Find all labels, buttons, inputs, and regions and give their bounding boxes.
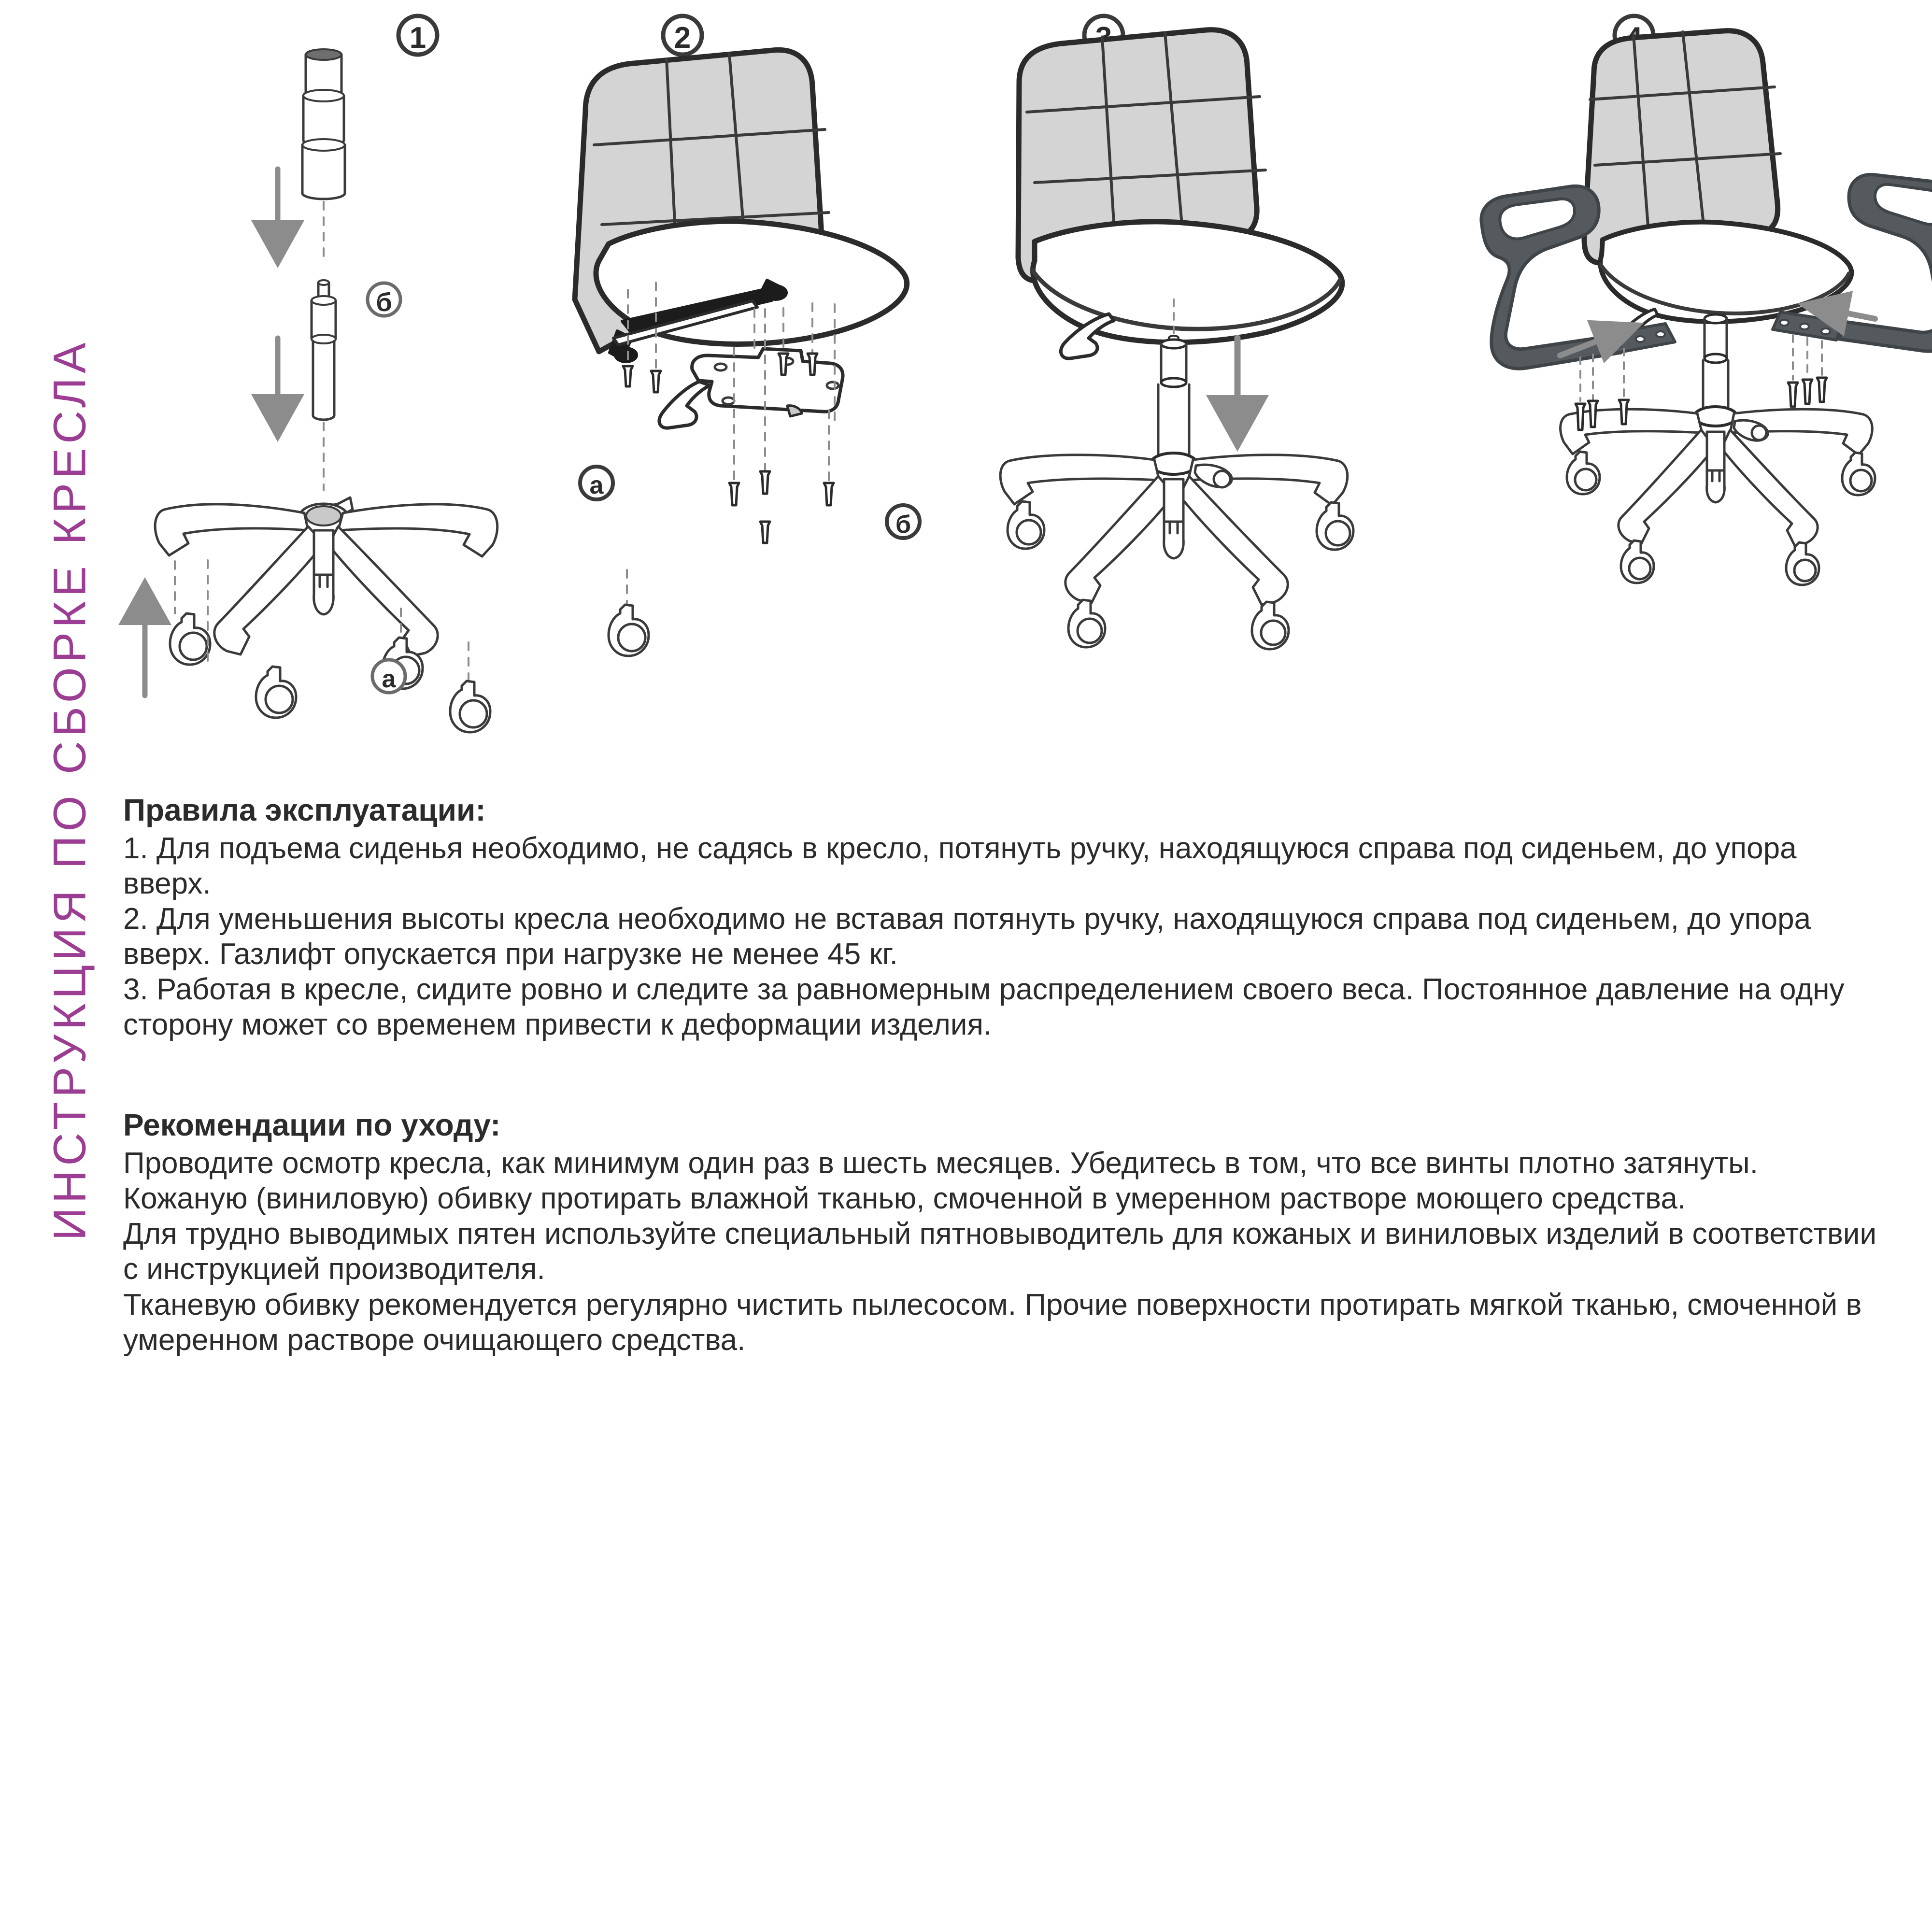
telescopic-cover-part bbox=[302, 49, 345, 199]
instructions-content bbox=[123, 792, 1910, 1387]
svg-text:а: а bbox=[382, 665, 396, 693]
gas-lift-part bbox=[312, 280, 336, 420]
section-spacer bbox=[123, 1071, 1910, 1107]
caster-5 bbox=[609, 605, 649, 656]
chair-base-part-3 bbox=[1000, 453, 1353, 649]
step-2-marker bbox=[663, 16, 702, 55]
step-2-group bbox=[575, 16, 920, 543]
caster-4 bbox=[450, 681, 490, 732]
gas-lift-part-3 bbox=[1158, 336, 1189, 460]
step-2-sub-a-marker bbox=[580, 467, 613, 499]
svg-text:б: б bbox=[376, 288, 392, 317]
caster-1 bbox=[170, 613, 210, 665]
step-3-group bbox=[1000, 16, 1353, 649]
step-1-sub-a-marker bbox=[372, 660, 405, 693]
vertical-title-bar bbox=[0, 0, 121, 1932]
caster-2 bbox=[256, 667, 296, 718]
step-1-group bbox=[145, 16, 649, 732]
section-operating-rules bbox=[123, 792, 1910, 1042]
section-care-recommendations bbox=[123, 1107, 1910, 1357]
svg-text:а: а bbox=[589, 471, 604, 499]
operating-rules-p2: 2. Для уменьшения высоты кресла необходимо не вставая потянуть ручку, находящуюся справа под сиденьем, до упора вверх. Газлифт опускается при нагрузке не менее 45 кг. bbox=[123, 902, 1811, 971]
svg-text:б: б bbox=[895, 511, 911, 539]
step-2-sub-b-marker bbox=[887, 505, 920, 539]
chair-base-part-4 bbox=[1561, 407, 1875, 585]
assembly-diagram bbox=[111, 0, 1932, 773]
operating-rules-heading: Правила эксплуатации: bbox=[123, 793, 486, 827]
step-1-sub-b-marker bbox=[368, 283, 400, 317]
chair-seat-part-3 bbox=[1033, 222, 1342, 342]
care-p2: Кожаную (виниловую) обивку протирать влажной тканью, смоченной в умеренном растворе моющего средства. bbox=[123, 1182, 1686, 1216]
step-1-marker bbox=[398, 16, 437, 55]
care-recommendations-heading: Рекомендации по уходу: bbox=[123, 1108, 501, 1143]
svg-text:1: 1 bbox=[409, 21, 426, 55]
operating-rules-p1: 1. Для подъема сиденья необходимо, не садясь в кресло, потянуть ручку, находящуюся справа под сиденьем, до упора вверх. bbox=[123, 831, 1797, 900]
step-4-group bbox=[1481, 16, 1932, 585]
vertical-title-text: ИНСТРУКЦИЯ ПО СБОРКЕ КРЕСЛА bbox=[44, 338, 96, 1241]
operating-rules-p3: 3. Работая в кресле, сидите ровно и следите за равномерным распределением своего веса. Постоянное давление на одну сторону может со временем привести к деформации изделия. bbox=[123, 973, 1845, 1042]
care-p1: Проводите осмотр кресла, как минимум один раз в шесть месяцев. Убедитесь в том, что все винты плотно затянуты. bbox=[123, 1146, 1758, 1180]
care-p4: Тканевую обивку рекомендуется регулярно чистить пылесосом. Прочие поверхности протирать мягкой тканью, смоченной в умеренном растворе очищающего средства. bbox=[123, 1288, 1862, 1357]
svg-text:2: 2 bbox=[674, 21, 691, 55]
gas-lift-part-4 bbox=[1703, 314, 1728, 407]
care-p3: Для трудно выводимых пятен используйте специальный пятновыводитель для кожаных и виниловых изделий в соответствии с инструкцией производителя. bbox=[123, 1217, 1877, 1286]
chair-seat-part-4 bbox=[1600, 222, 1851, 322]
